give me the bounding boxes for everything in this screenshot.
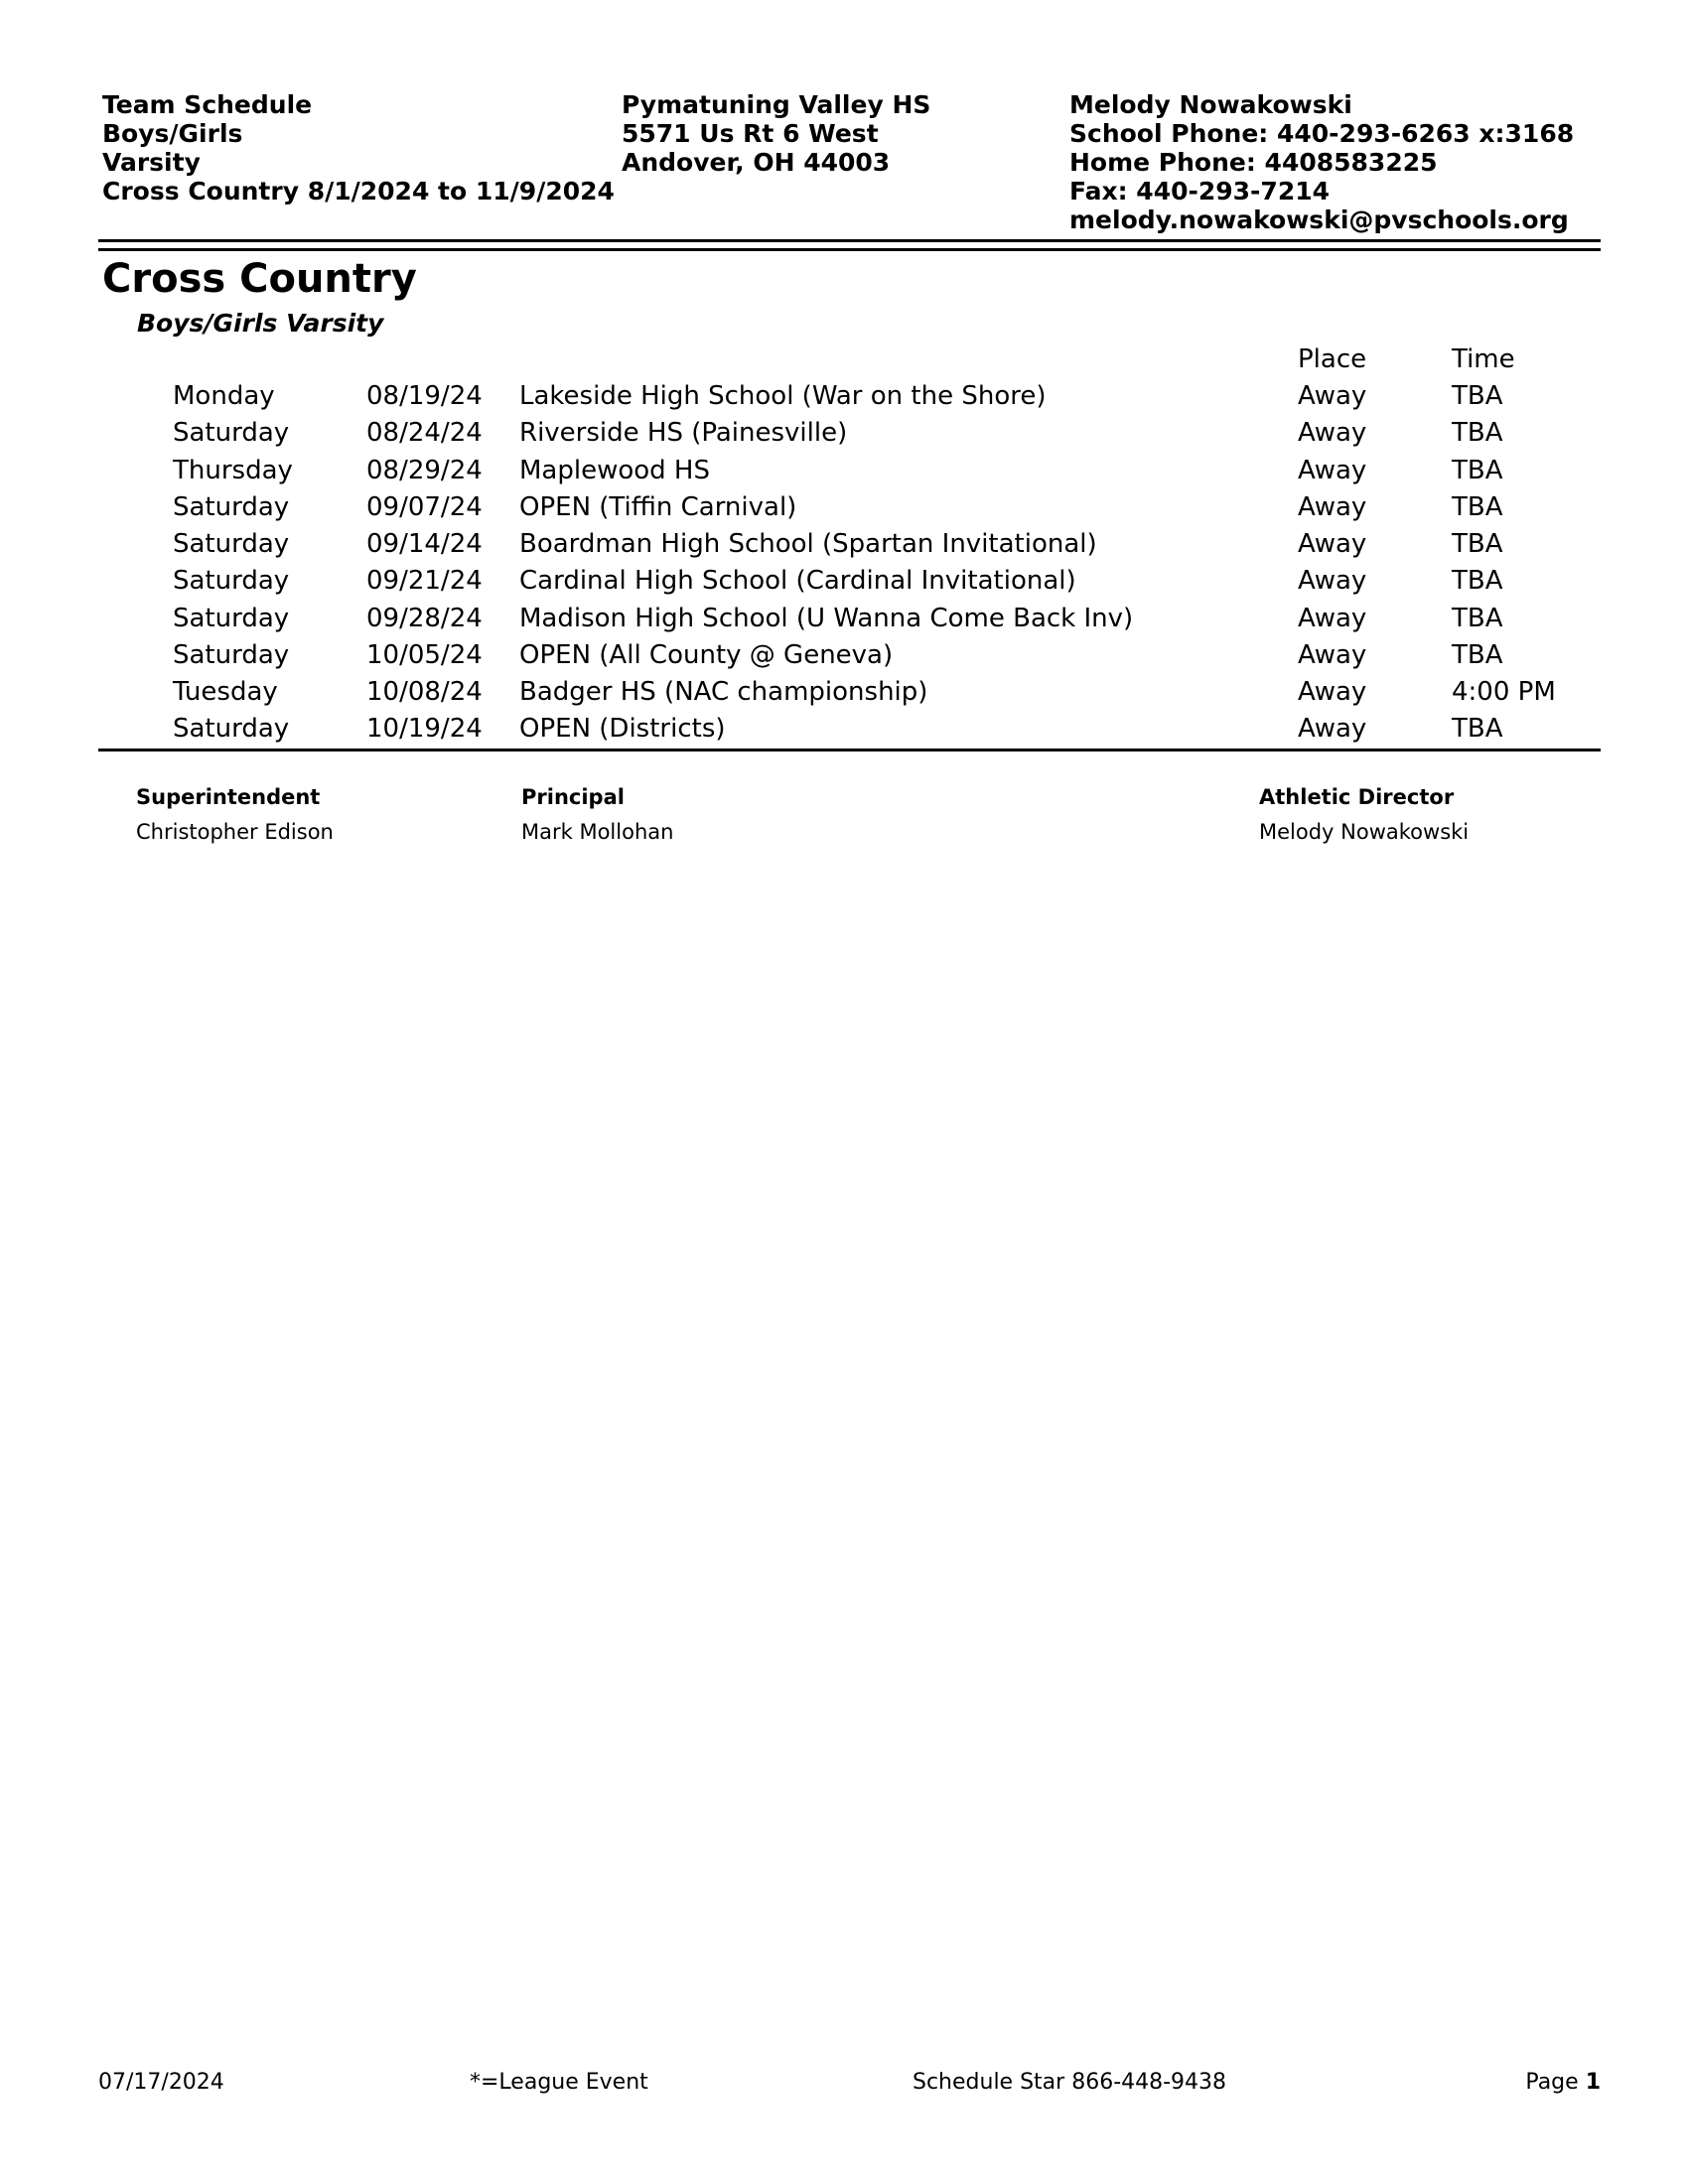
event-opponent: Boardman High School (Spartan Invitational) (519, 529, 1097, 559)
event-time: TBA (1452, 492, 1503, 522)
footer-date: 07/17/2024 (98, 2070, 224, 2095)
event-opponent: Maplewood HS (519, 456, 710, 485)
event-day: Saturday (173, 714, 290, 744)
event-day: Saturday (173, 529, 290, 559)
school-street: 5571 Us Rt 6 West (622, 119, 879, 148)
event-day: Thursday (173, 456, 293, 485)
event-day: Saturday (173, 418, 290, 448)
table-row (0, 526, 1688, 563)
event-place: Away (1298, 640, 1367, 670)
event-opponent: OPEN (Districts) (519, 714, 726, 744)
event-day: Monday (173, 381, 275, 411)
event-day: Saturday (173, 640, 290, 670)
table-row (0, 711, 1688, 748)
school-name: Pymatuning Valley HS (622, 90, 931, 119)
event-place: Away (1298, 714, 1367, 744)
event-place: Away (1298, 492, 1367, 522)
event-day: Tuesday (173, 677, 278, 707)
event-date: 09/14/24 (366, 529, 483, 559)
table-row (0, 601, 1688, 637)
header-left (102, 90, 615, 205)
event-opponent: Madison High School (U Wanna Come Back Inv) (519, 604, 1134, 633)
superintendent-name: Christopher Edison (136, 820, 334, 844)
header-left-line2: Boys/Girls (102, 119, 243, 148)
athletic-director-name: Melody Nowakowski (1259, 820, 1470, 844)
table-row (0, 415, 1688, 452)
signature-superintendent (136, 785, 334, 844)
header-middle (622, 90, 930, 177)
event-date: 09/07/24 (366, 492, 483, 522)
column-header-time: Time (1452, 344, 1515, 374)
footer-page-label: Page (1525, 2070, 1579, 2095)
event-day: Saturday (173, 492, 290, 522)
superintendent-title: Superintendent (136, 785, 321, 809)
header-left-line1: Team Schedule (102, 90, 313, 119)
event-time: TBA (1452, 566, 1503, 596)
table-row (0, 637, 1688, 674)
event-place: Away (1298, 677, 1367, 707)
principal-title: Principal (521, 785, 625, 809)
footer-legend: *=League Event (470, 2070, 648, 2095)
event-opponent: Cardinal High School (Cardinal Invitational) (519, 566, 1076, 596)
column-header-place: Place (1298, 344, 1367, 374)
event-time: TBA (1452, 418, 1503, 448)
contact-school-phone: School Phone: 440-293-6263 x:3168 (1069, 119, 1575, 148)
event-date: 08/19/24 (366, 381, 483, 411)
event-time: 4:00 PM (1452, 677, 1556, 707)
event-place: Away (1298, 604, 1367, 633)
event-day: Saturday (173, 566, 290, 596)
event-opponent: OPEN (Tiffin Carnival) (519, 492, 797, 522)
event-opponent: Badger HS (NAC championship) (519, 677, 928, 707)
event-place: Away (1298, 381, 1367, 411)
event-opponent: Lakeside High School (War on the Shore) (519, 381, 1047, 411)
contact-email: melody.nowakowski@pvschools.org (1069, 205, 1569, 234)
event-date: 08/24/24 (366, 418, 483, 448)
event-date: 10/08/24 (366, 677, 483, 707)
contact-name: Melody Nowakowski (1069, 90, 1352, 119)
table-row (0, 489, 1688, 526)
header-rule-top (98, 239, 1601, 242)
header-left-line4: Cross Country 8/1/2024 to 11/9/2024 (102, 177, 615, 205)
footer-vendor: Schedule Star 866-448-9438 (913, 2070, 1227, 2095)
header-left-line3: Varsity (102, 148, 201, 177)
sport-title: Cross Country (102, 256, 417, 302)
event-time: TBA (1452, 456, 1503, 485)
school-city: Andover, OH 44003 (622, 148, 891, 177)
event-day: Saturday (173, 604, 290, 633)
table-row (0, 674, 1688, 711)
event-date: 08/29/24 (366, 456, 483, 485)
event-date: 10/19/24 (366, 714, 483, 744)
contact-fax: Fax: 440-293-7214 (1069, 177, 1331, 205)
table-bottom-rule (98, 749, 1601, 751)
table-row (0, 563, 1688, 600)
event-time: TBA (1452, 529, 1503, 559)
event-time: TBA (1452, 640, 1503, 670)
event-opponent: Riverside HS (Painesville) (519, 418, 848, 448)
header-right (1069, 90, 1574, 234)
event-time: TBA (1452, 714, 1503, 744)
athletic-director-title: Athletic Director (1259, 785, 1455, 809)
event-time: TBA (1452, 381, 1503, 411)
event-place: Away (1298, 529, 1367, 559)
footer-page (1525, 2070, 1601, 2095)
table-row (0, 453, 1688, 489)
event-time: TBA (1452, 604, 1503, 633)
signature-principal (521, 785, 673, 844)
event-place: Away (1298, 418, 1367, 448)
footer-page-number: 1 (1585, 2070, 1601, 2095)
event-date: 09/28/24 (366, 604, 483, 633)
event-opponent: OPEN (All County @ Geneva) (519, 640, 894, 670)
table-row (0, 378, 1688, 415)
contact-home-phone: Home Phone: 4408583225 (1069, 148, 1438, 177)
principal-name: Mark Mollohan (521, 820, 674, 844)
event-date: 10/05/24 (366, 640, 483, 670)
event-place: Away (1298, 456, 1367, 485)
level-title: Boys/Girls Varsity (137, 309, 384, 338)
header-rule-bottom (98, 248, 1601, 251)
signature-athletic-director (1259, 785, 1469, 844)
event-place: Away (1298, 566, 1367, 596)
event-date: 09/21/24 (366, 566, 483, 596)
